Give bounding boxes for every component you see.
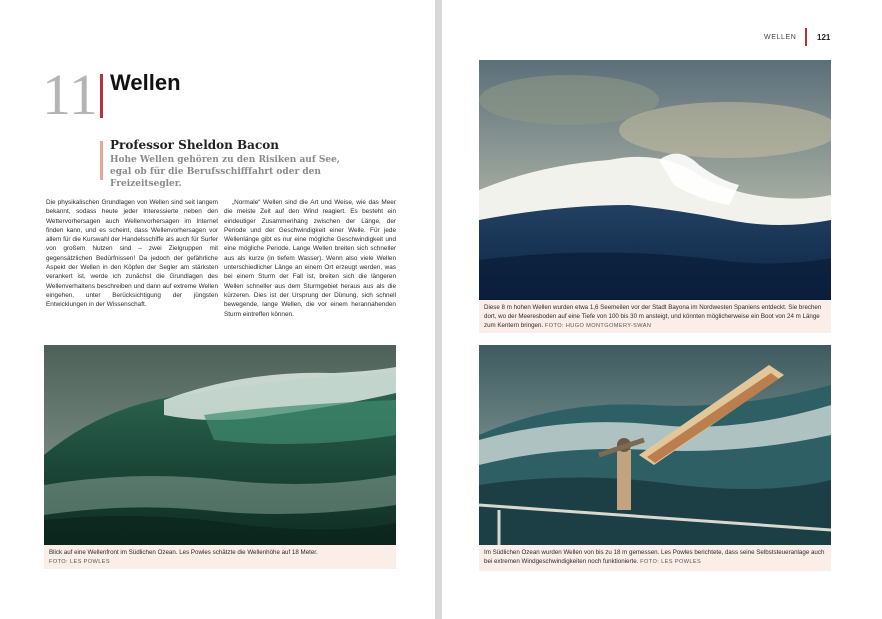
author-accent-bar [100, 141, 103, 180]
photo-caption-right-top [479, 300, 831, 333]
caption-text: Im Südlichen Ozean wurden Wellen von bis zu 18 m gemessen. Les Powles berichtete, dass seine Selbststeueranlage auch bei extremen Windgeschwindigkeiten noch funktionierte. [484, 549, 825, 565]
wave-front-photo [44, 345, 396, 545]
left-page [0, 0, 435, 619]
running-head: WELLEN [764, 34, 797, 41]
book-gutter [435, 0, 442, 619]
photo-credit: FOTO: LES POWLES [640, 558, 702, 565]
caption-text: Blick auf eine Wellenfront im Südlichen Ozean. Les Powles schätzte die Wellenhöhe auf 18 Meter. [49, 549, 318, 556]
standfirst: Hohe Wellen gehören zu den Risiken auf See, egal ob für die Berufsschifffahrt oder den Freizeitsegler. [110, 155, 340, 189]
right-page [442, 0, 882, 619]
photo-caption-right-bottom [479, 545, 831, 571]
yacht-in-storm-photo [479, 345, 831, 545]
photo-credit: FOTO: LES POWLES [49, 558, 111, 565]
chapter-number: 11 [42, 62, 98, 127]
photo-credit: FOTO: HUGO MONTGOMERY-SWAN [544, 322, 652, 329]
body-column-left: Die physikalischen Grundlagen von Wellen sind seit langem bekannt, sodass heute jeder Interessierte neben den Wettervorhersagen auch Wellenvorhersagen im Internet finden kann, und es scheint, dass Wellenvorhersagen vor allem für die Kurswahl der Handelsschiffe als auch für Surfer von großem Nutzen sind – zwei Zielgruppen mit gegensätzlichen Bedürfnissen! Da jedoch der gefährliche Aspekt der Wellen in den Köpfen der Segler am stärksten verankert ist, werde ich zunächst die Grundlagen des Wellenverhaltens beschreiben und dann auf extreme Wellen eingehen, unter Berücksichtigung der jüngsten Entwicklungen in der Wissenschaft. [46, 199, 218, 309]
chapter-accent-bar [100, 74, 103, 118]
caption-text: Diese 8 m hohen Wellen wurden etwa 1,6 Seemeilen vor der Stadt Bayona im Nordwesten Spaniens entdeckt. Sie brechen dort, wo der Meeresboden auf eine Tiefe von 100 bis 30 m ansteigt, und könnten möglicherweise ein Boot von 24 m Länge zum Kentern bringen. [484, 304, 822, 329]
breaking-wave-photo [479, 60, 831, 300]
page-number: 121 [817, 33, 831, 42]
photo-caption-left [44, 545, 396, 569]
chapter-title: Wellen [110, 70, 181, 95]
author-name: Professor Sheldon Bacon [110, 138, 279, 152]
running-head-bar [805, 28, 807, 46]
body-column-right: „Normale“ Wellen sind die Art und Weise, wie das Meer die meiste Zeit auf den Wind reagiert. Es besteht ein eindeutiger Zusammenhang zwischen der Länge, der Periode und der Geschwindigkeit einer Welle. Für jede Wellenlänge gibt es nur eine mögliche Geschwindigkeit und eine mögliche Periode. Lange Wellen breiten sich schneller aus als kurze (in tiefem Wasser). Wenn also viele Wellen unterschiedlicher Länge an einem Ort erzeugt werden, was bei einem Sturm der Fall ist, breiten sich die längeren Wellen schneller aus dem Sturmgebiet heraus aus als die kürzeren. Dies ist der Ursprung der Dünung, sich schnell bewegende, lange Wellen, die vor einem herannahenden Sturm eintreffen können. [224, 199, 396, 318]
